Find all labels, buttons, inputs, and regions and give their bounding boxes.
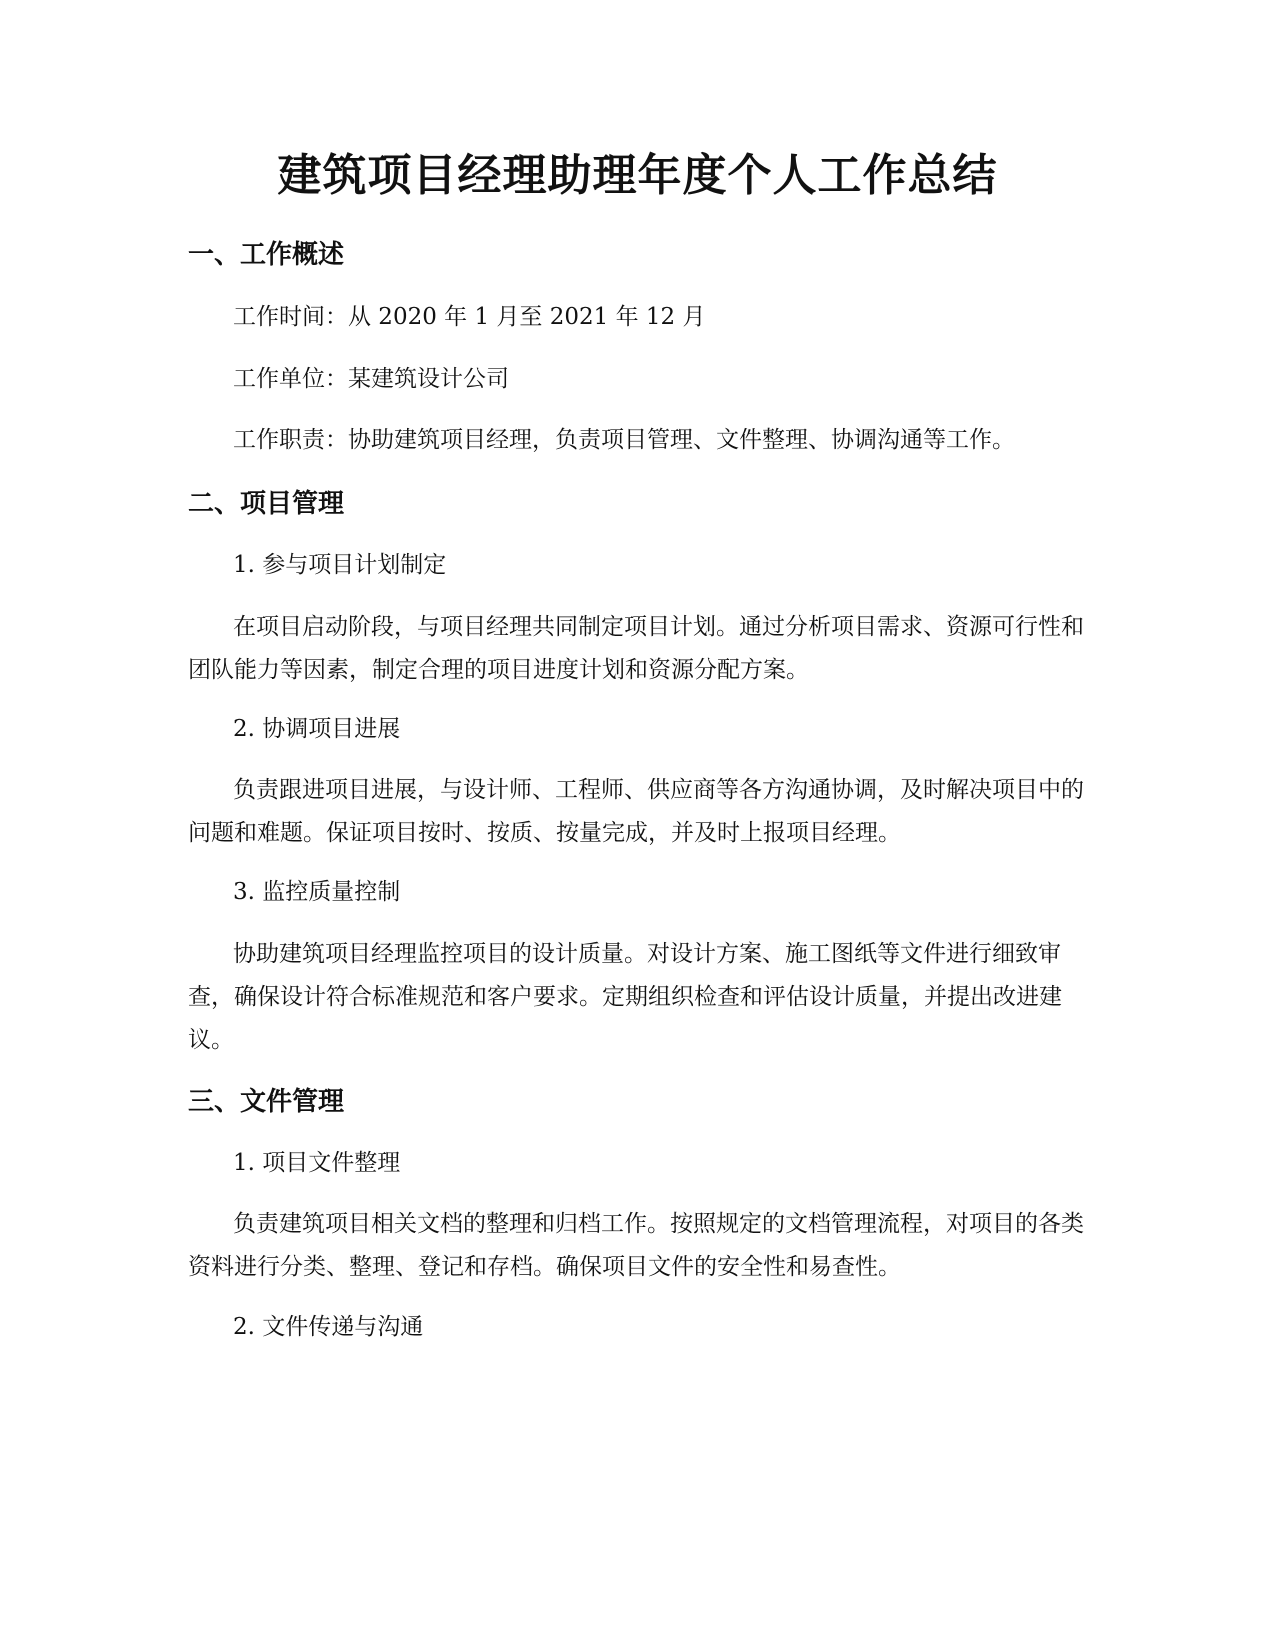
section-heading-project-management: 二、项目管理: [188, 489, 345, 519]
paragraph-quality: 协助建筑项目经理监控项目的设计质量。对设计方案、施工图纸等文件进行细致审查，确保设计符合标准规范和客户要求。定期组织检查和评估设计质量，并提出改进建议。: [188, 941, 1062, 1053]
paragraph-plan: 在项目启动阶段，与项目经理共同制定项目计划。通过分析项目需求、资源可行性和团队能力等因素，制定合理的项目进度计划和资源分配方案。: [188, 614, 1084, 683]
item-title-plan: 1. 参与项目计划制定: [233, 552, 447, 578]
item-title-file-organize: 1. 项目文件整理: [233, 1150, 401, 1176]
item-title-file-transfer: 2. 文件传递与沟通: [233, 1314, 424, 1340]
work-unit-line: 工作单位：某建筑设计公司: [233, 366, 509, 392]
item-title-coordination: 2. 协调项目进展: [233, 716, 401, 742]
document-title: 建筑项目经理助理年度个人工作总结: [277, 150, 998, 201]
work-period-line: 工作时间：从 2020 年 1 月至 2021 年 12 月: [233, 304, 706, 330]
section-heading-overview: 一、工作概述: [188, 240, 345, 270]
section-heading-document-management: 三、文件管理: [188, 1087, 345, 1117]
paragraph-file-organize: 负责建筑项目相关文档的整理和归档工作。按照规定的文档管理流程，对项目的各类资料进行分类、整理、登记和存档。确保项目文件的安全性和易查性。: [188, 1211, 1084, 1280]
paragraph-coordination: 负责跟进项目进展，与设计师、工程师、供应商等各方沟通协调，及时解决项目中的问题和难题。保证项目按时、按质、按量完成，并及时上报项目经理。: [188, 777, 1084, 846]
work-duty-line: 工作职责：协助建筑项目经理，负责项目管理、文件整理、协调沟通等工作。: [233, 427, 1015, 453]
item-title-quality: 3. 监控质量控制: [233, 879, 401, 905]
